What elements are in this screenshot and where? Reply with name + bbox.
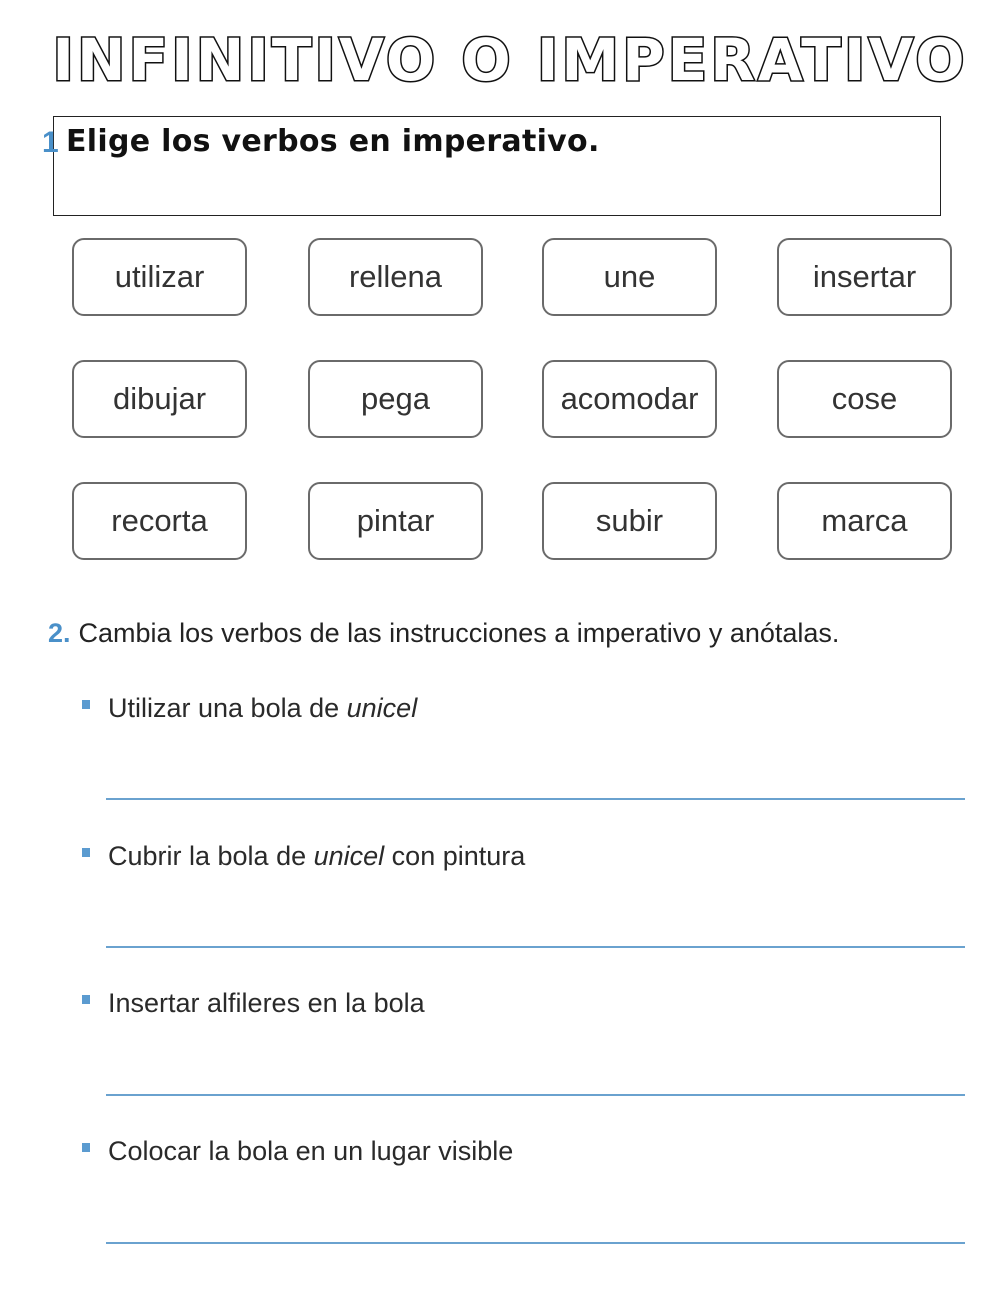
bullet-icon [82,995,90,1004]
question-1-instruction: Elige los verbos en imperativo. [66,124,600,159]
answer-input[interactable] [106,1070,965,1096]
answer-input[interactable] [106,1218,965,1244]
instruction-item: Utilizar una bola de unicel [108,693,418,723]
question-2-heading [48,618,839,649]
verb-option[interactable]: insertar [777,238,952,316]
bullet-icon [82,700,90,709]
answer-input[interactable] [106,922,965,948]
instruction-item: Cubrir la bola de unicel con pintura [108,841,526,871]
verb-choice-grid [72,238,954,562]
instruction-item: Insertar alfileres en la bola [108,988,425,1018]
verb-option[interactable]: acomodar [542,360,717,438]
verb-option[interactable]: recorta [72,482,247,560]
bullet-icon [82,848,90,857]
verb-option[interactable]: cose [777,360,952,438]
question-2-instruction: Cambia los verbos de las instrucciones a imperativo y anótalas. [78,618,840,648]
answer-input[interactable] [106,774,965,800]
worksheet-title [0,20,1000,100]
instruction-item: Colocar la bola en un lugar visible [108,1136,514,1166]
verb-option[interactable]: dibujar [72,360,247,438]
question-2-number: 2. [48,618,71,648]
verb-option[interactable]: rellena [308,238,483,316]
verb-option[interactable]: marca [777,482,952,560]
verb-option[interactable]: pintar [308,482,483,560]
question-1-number: 1 [42,126,59,159]
verb-option[interactable]: subir [542,482,717,560]
title-text: INFINITIVO O IMPERATIVO [52,26,968,94]
bullet-icon [82,1143,90,1152]
verb-option[interactable]: pega [308,360,483,438]
verb-option[interactable]: utilizar [72,238,247,316]
verb-option[interactable]: une [542,238,717,316]
